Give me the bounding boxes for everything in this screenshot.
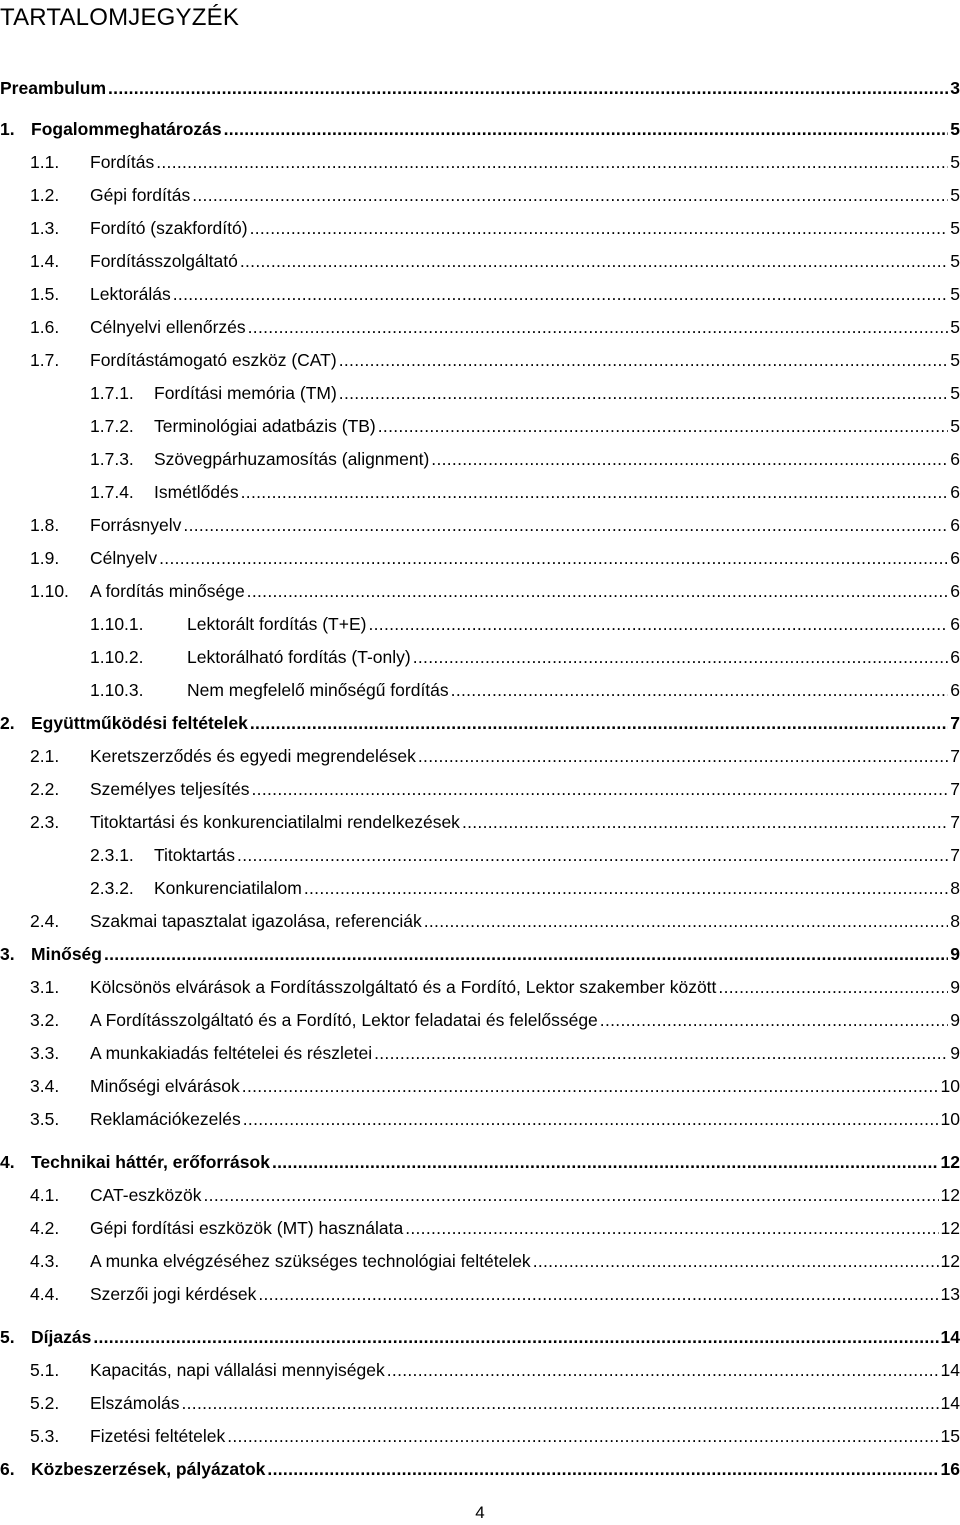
toc-dot-leader [449, 676, 949, 704]
toc-entry-page: 12 [940, 1251, 960, 1271]
toc-entry-title: Ismétlődés [154, 482, 239, 502]
toc-entry[interactable] [0, 148, 960, 176]
toc-entry-number: 5.2. [30, 1393, 60, 1413]
toc-entry-page: 12 [940, 1185, 960, 1205]
toc-entry[interactable] [0, 775, 960, 803]
toc-entry[interactable] [0, 115, 960, 143]
toc-dot-leader [337, 379, 948, 407]
toc-entry-page: 10 [940, 1109, 960, 1129]
toc-dot-leader [181, 511, 948, 539]
toc-entry[interactable] [0, 577, 960, 605]
toc-dot-leader [337, 346, 949, 374]
toc-dot-leader [240, 1072, 939, 1100]
toc-dot-leader [270, 1148, 939, 1176]
toc-dot-leader [171, 280, 949, 308]
toc-entry-page: 5 [950, 416, 960, 436]
toc-entry-page: 5 [950, 119, 960, 139]
toc-entry-title: Lektorálás [90, 284, 171, 304]
toc-entry[interactable] [0, 1323, 960, 1351]
toc-entry-number: 5.1. [30, 1360, 60, 1380]
toc-entry-page: 6 [950, 581, 960, 601]
toc-entry-title: Fizetési feltételek [90, 1426, 226, 1446]
toc-entry[interactable] [0, 346, 960, 374]
toc-entry-title: Titoktartási és konkurenciatilalmi rendelkezések [90, 812, 460, 832]
toc-entry-title: Keretszerződés és egyedi megrendelések [90, 746, 416, 766]
toc-dot-leader [179, 1389, 938, 1417]
toc-entry-title: Lektorálható fordítás (T-only) [187, 647, 411, 667]
toc-dot-leader [154, 148, 948, 176]
toc-entry-title: Fordítás [90, 152, 155, 172]
toc-entry-number: 1.6. [30, 317, 60, 337]
toc-dot-leader [157, 544, 948, 572]
toc-entry-page: 6 [950, 482, 960, 502]
toc-dot-leader [190, 181, 948, 209]
toc-entry[interactable] [0, 709, 960, 737]
toc-entry-title: Közbeszerzések, pályázatok [31, 1459, 266, 1479]
toc-entry-number: 5. [0, 1327, 15, 1347]
toc-entry-title: Szerzői jogi kérdések [90, 1284, 257, 1304]
toc-dot-leader [376, 412, 949, 440]
toc-entry-page: 15 [940, 1426, 960, 1446]
toc-entry[interactable] [0, 643, 960, 671]
toc-entry-title: Elszámolás [90, 1393, 180, 1413]
toc-entry-number: 1.7.2. [90, 416, 134, 436]
toc-entry-page: 14 [940, 1393, 960, 1413]
toc-entry[interactable] [0, 379, 960, 407]
toc-dot-leader [302, 874, 948, 902]
toc-entry-page: 5 [950, 218, 960, 238]
toc-entry-title: Fogalommeghatározás [31, 119, 222, 139]
toc-entry[interactable] [0, 907, 960, 935]
toc-entry-title: Reklamációkezelés [90, 1109, 241, 1129]
toc-entry-title: Forrásnyelv [90, 515, 182, 535]
toc-dot-leader [106, 74, 948, 102]
toc-entry-title: Célnyelv [90, 548, 158, 568]
toc-entry[interactable] [0, 742, 960, 770]
toc-entry-number: 4.2. [30, 1218, 60, 1238]
toc-entry[interactable] [0, 1356, 960, 1384]
toc-entry-title: Kapacitás, napi vállalási mennyiségek [90, 1360, 385, 1380]
toc-entry-title: A fordítás minősége [90, 581, 245, 601]
toc-entry-title: Nem megfelelő minőségű fordítás [187, 680, 449, 700]
toc-entry-page: 9 [950, 977, 960, 997]
toc-entry-number: 1. [0, 119, 15, 139]
toc-entry-title: Fordítástámogató eszköz (CAT) [90, 350, 337, 370]
toc-entry[interactable] [0, 74, 960, 102]
toc-entry-title: Díjazás [31, 1327, 92, 1347]
toc-dot-leader [241, 1105, 939, 1133]
toc-entry-title: Gépi fordítás [90, 185, 191, 205]
toc-entry-number: 1.10.1. [90, 614, 144, 634]
toc-entry-title: Konkurenciatilalom [154, 878, 302, 898]
toc-dot-leader [411, 643, 949, 671]
toc-entry-page: 6 [950, 614, 960, 634]
toc-entry-number: 3. [0, 944, 15, 964]
toc-entry-page: 6 [950, 647, 960, 667]
toc-entry-number: 1.7. [30, 350, 60, 370]
toc-entry-page: 6 [950, 548, 960, 568]
toc-entry-title: Fordítási memória (TM) [154, 383, 337, 403]
toc-entry-title: Titoktartás [154, 845, 236, 865]
toc-entry-page: 5 [950, 185, 960, 205]
toc-entry[interactable] [0, 808, 960, 836]
toc-entry-number: 1.7.3. [90, 449, 134, 469]
toc-entry-title: Minőség [31, 944, 102, 964]
toc-entry[interactable] [0, 1105, 960, 1133]
toc-entry[interactable] [0, 478, 960, 506]
toc-entry[interactable] [0, 181, 960, 209]
toc-dot-leader [102, 940, 948, 968]
toc-entry-page: 9 [950, 1010, 960, 1030]
toc-entry-number: 3.4. [30, 1076, 60, 1096]
toc-entry[interactable] [0, 313, 960, 341]
toc-entry[interactable] [0, 1006, 960, 1034]
toc-entry-number: 1.4. [30, 251, 60, 271]
toc-entry[interactable] [0, 973, 960, 1001]
toc-dot-leader [248, 214, 949, 242]
toc-dot-leader [256, 1280, 938, 1308]
toc-entry-page: 6 [950, 515, 960, 535]
toc-entry[interactable] [0, 1148, 960, 1176]
toc-entry-page: 7 [950, 779, 960, 799]
toc-entry-number: 1.7.1. [90, 383, 134, 403]
toc-entry[interactable] [0, 1389, 960, 1417]
toc-entry-page: 5 [950, 350, 960, 370]
toc-entry-title: A Fordításszolgáltató és a Fordító, Lektor feladatai és felelőssége [90, 1010, 598, 1030]
toc-dot-leader [238, 247, 948, 275]
toc-dot-leader [598, 1006, 948, 1034]
toc-entry[interactable] [0, 841, 960, 869]
toc-entry-page: 8 [950, 878, 960, 898]
toc-entry-number: 6. [0, 1459, 15, 1479]
toc-entry-number: 2.4. [30, 911, 60, 931]
toc-entry[interactable] [0, 610, 960, 638]
toc-entry-page: 7 [950, 845, 960, 865]
toc-entry-page: 12 [940, 1152, 960, 1172]
toc-entry-number: 1.5. [30, 284, 60, 304]
toc-entry-title: A munkakiadás feltételei és részletei [90, 1043, 373, 1063]
toc-entry-number: 4.1. [30, 1185, 60, 1205]
toc-entry[interactable] [0, 1039, 960, 1067]
toc-entry-number: 2.3.2. [90, 878, 134, 898]
toc-entry[interactable] [0, 1280, 960, 1308]
toc-entry[interactable] [0, 676, 960, 704]
toc-entry-page: 9 [950, 944, 960, 964]
toc-entry-title: Minőségi elvárások [90, 1076, 240, 1096]
toc-entry-page: 5 [950, 152, 960, 172]
toc-entry-page: 7 [950, 746, 960, 766]
toc-dot-leader [416, 742, 948, 770]
toc-entry-number: 1.7.4. [90, 482, 134, 502]
toc-entry[interactable] [0, 1247, 960, 1275]
toc-entry-page: 5 [950, 251, 960, 271]
toc-dot-leader [531, 1247, 939, 1275]
toc-entry[interactable] [0, 214, 960, 242]
toc-entry-page: 14 [940, 1360, 960, 1380]
toc-entry-title: Lektorált fordítás (T+E) [187, 614, 367, 634]
toc-dot-leader [245, 577, 949, 605]
toc-entry-page: 5 [950, 383, 960, 403]
toc-entry-page: 6 [950, 449, 960, 469]
toc-entry[interactable] [0, 445, 960, 473]
toc-dot-leader [265, 1455, 938, 1483]
toc-entry-number: 3.5. [30, 1109, 60, 1129]
page-number: 4 [475, 1503, 485, 1522]
toc-dot-leader [429, 445, 948, 473]
toc-entry-number: 5.3. [30, 1426, 60, 1446]
toc-entry-page: 10 [940, 1076, 960, 1096]
toc-entry[interactable] [0, 874, 960, 902]
toc-dot-leader [366, 610, 948, 638]
toc-dot-leader [248, 709, 948, 737]
toc-entry[interactable] [0, 1455, 960, 1483]
toc-entry-number: 1.10.3. [90, 680, 144, 700]
toc-dot-leader [422, 907, 949, 935]
toc-entry-title: Fordításszolgáltató [90, 251, 238, 271]
toc-entry-number: 1.3. [30, 218, 60, 238]
toc-entry-title: Gépi fordítási eszközök (MT) használata [90, 1218, 404, 1238]
toc-entry-number: 1.1. [30, 152, 60, 172]
toc-entry-title: Preambulum [0, 78, 106, 98]
toc-dot-leader [250, 775, 949, 803]
toc-entry-number: 4.3. [30, 1251, 60, 1271]
toc-entry-number: 1.10. [30, 581, 69, 601]
toc-entry[interactable] [0, 940, 960, 968]
toc-entry-page: 9 [950, 1043, 960, 1063]
toc-entry-title: Terminológiai adatbázis (TB) [154, 416, 376, 436]
toc-entry-page: 7 [950, 713, 960, 733]
toc-entry[interactable] [0, 511, 960, 539]
toc-dot-leader [460, 808, 948, 836]
toc-entry[interactable] [0, 1072, 960, 1100]
toc-entry[interactable] [0, 247, 960, 275]
toc-entry-page: 3 [950, 78, 960, 98]
toc-dot-leader [716, 973, 948, 1001]
toc-dot-leader [202, 1181, 939, 1209]
toc-entry-page: 5 [950, 317, 960, 337]
page-title: TARTALOMJEGYZÉK [0, 4, 240, 31]
toc-entry-number: 1.8. [30, 515, 60, 535]
toc-dot-leader [372, 1039, 948, 1067]
toc-entry-number: 4. [0, 1152, 15, 1172]
toc-entry-number: 4.4. [30, 1284, 60, 1304]
toc-entry-page: 13 [940, 1284, 960, 1304]
toc-entry-number: 2.1. [30, 746, 60, 766]
toc-entry-title: Személyes teljesítés [90, 779, 250, 799]
toc-dot-leader [235, 841, 948, 869]
toc-dot-leader [225, 1422, 938, 1450]
toc-entry-number: 3.2. [30, 1010, 60, 1030]
toc-entry[interactable] [0, 1422, 960, 1450]
toc-entry-page: 5 [950, 284, 960, 304]
toc-entry[interactable] [0, 1214, 960, 1242]
toc-entry-title: Szakmai tapasztalat igazolása, referenciák [90, 911, 422, 931]
toc-entry-page: 7 [950, 812, 960, 832]
toc-entry-number: 2.2. [30, 779, 60, 799]
toc-entry-page: 6 [950, 680, 960, 700]
toc-dot-leader [239, 478, 949, 506]
toc-entry[interactable] [0, 280, 960, 308]
toc-entry-number: 1.9. [30, 548, 60, 568]
toc-entry-title: Kölcsönös elvárások a Fordításszolgáltató és a Fordító, Lektor szakember között [90, 977, 717, 997]
toc-entry-page: 14 [940, 1327, 960, 1347]
toc-dot-leader [222, 115, 949, 143]
toc-entry[interactable] [0, 1181, 960, 1209]
toc-dot-leader [403, 1214, 938, 1242]
toc-dot-leader [91, 1323, 938, 1351]
toc-entry-page: 12 [940, 1218, 960, 1238]
toc-entry-title: A munka elvégzéséhez szükséges technológiai feltételek [90, 1251, 531, 1271]
toc-entry-number: 3.1. [30, 977, 60, 997]
toc-entry-number: 2.3. [30, 812, 60, 832]
toc-entry-page: 8 [950, 911, 960, 931]
toc-entry-title: Célnyelvi ellenőrzés [90, 317, 246, 337]
toc-entry-number: 1.2. [30, 185, 60, 205]
toc-dot-leader [246, 313, 949, 341]
toc-entry-number: 1.10.2. [90, 647, 144, 667]
toc-entry[interactable] [0, 412, 960, 440]
toc-dot-leader [385, 1356, 939, 1384]
toc-entry-title: Fordító (szakfordító) [90, 218, 248, 238]
toc-entry-title: CAT-eszközök [90, 1185, 202, 1205]
toc-entry-page: 16 [940, 1459, 960, 1479]
toc-entry-number: 3.3. [30, 1043, 60, 1063]
toc-entry-title: Együttműködési feltételek [31, 713, 248, 733]
toc-entry-number: 2. [0, 713, 15, 733]
toc-entry[interactable] [0, 544, 960, 572]
toc-entry-title: Szövegpárhuzamosítás (alignment) [154, 449, 430, 469]
toc-entry-title: Technikai háttér, erőforrások [31, 1152, 270, 1172]
toc-entry-number: 2.3.1. [90, 845, 134, 865]
